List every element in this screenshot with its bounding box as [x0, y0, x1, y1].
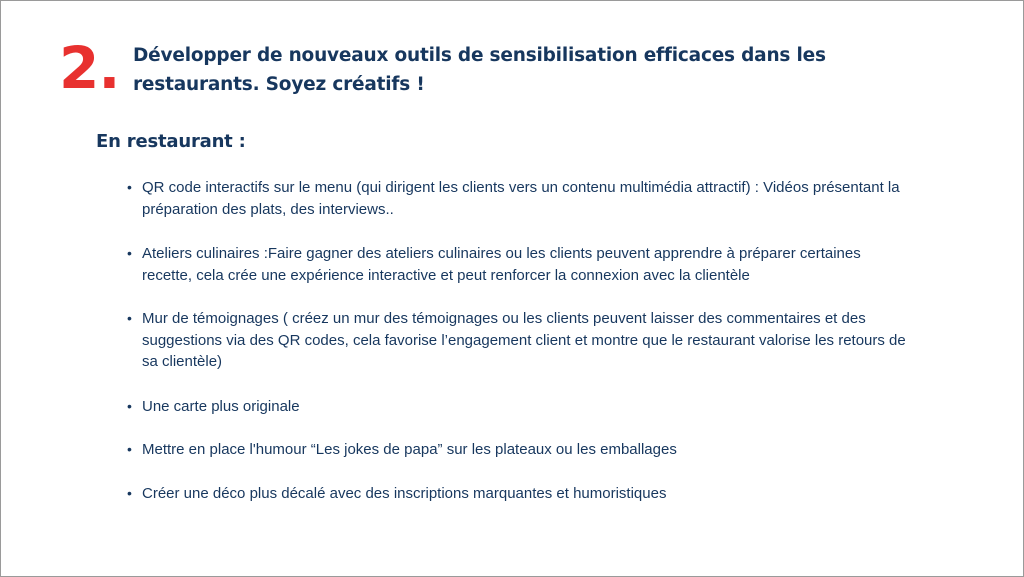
- bullet-icon: •: [127, 398, 132, 414]
- bullet-icon: •: [127, 485, 132, 501]
- list-item-text: Mur de témoignages ( créez un mur des témoignages ou les clients peuvent laisser des commentaires et des suggestions via des QR codes, cela favorise l’engagement client et montre que le restaurant valorise les retours de sa clientèle): [142, 310, 906, 370]
- list-item-text: Mettre en place l'humour “Les jokes de papa” sur les plateaux ou les emballages: [142, 441, 677, 458]
- section-heading: En restaurant :: [96, 131, 246, 152]
- list-item: [127, 483, 907, 505]
- list-item-text: Créer une déco plus décalé avec des inscriptions marquantes et humoristiques: [142, 485, 667, 502]
- slide-title: Développer de nouveaux outils de sensibilisation efficaces dans les restaurants. Soyez créatifs !: [133, 45, 826, 95]
- list-item-text: Une carte plus originale: [142, 398, 300, 415]
- slide-number: 2.: [59, 34, 120, 102]
- list-item: [127, 243, 907, 286]
- bullet-icon: •: [127, 310, 132, 326]
- list-item-text: QR code interactifs sur le menu (qui dirigent les clients vers un contenu multimédia attractif) : Vidéos présentant la préparation des plats, des interviews..: [142, 179, 900, 218]
- list-item-text: Ateliers culinaires :Faire gagner des ateliers culinaires ou les clients peuvent apprendre à préparer certaines recette, cela crée une expérience interactive et peut renforcer la connexion avec la clientèle: [142, 245, 861, 284]
- list-item: [127, 308, 907, 373]
- bullet-icon: •: [127, 245, 132, 261]
- list-item: [127, 439, 907, 461]
- list-item: [127, 396, 907, 418]
- bullet-icon: •: [127, 441, 132, 457]
- list-item: [127, 177, 907, 220]
- bullet-icon: •: [127, 179, 132, 195]
